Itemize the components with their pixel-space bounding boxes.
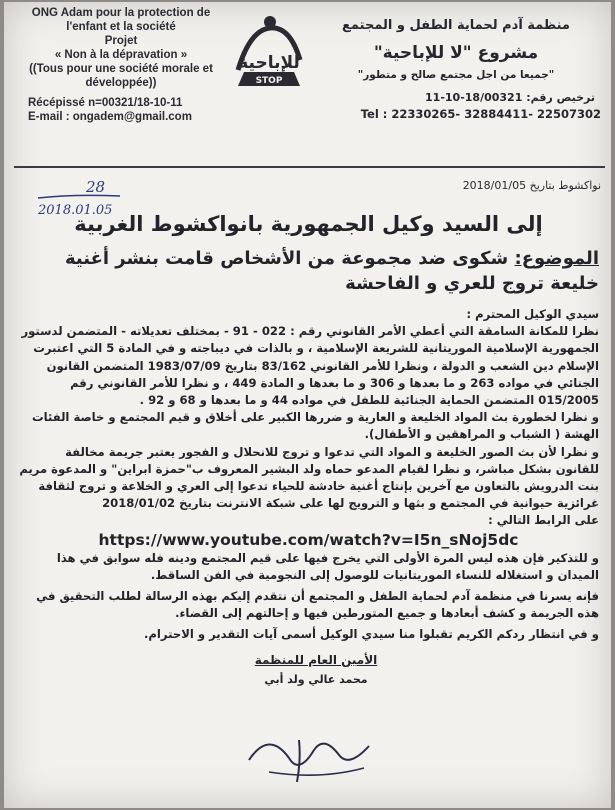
email-address: E-mail : ongadem@gmail.com bbox=[28, 111, 192, 123]
letter-text bbox=[18, 306, 599, 644]
license-line bbox=[311, 91, 601, 104]
signatory-title: الأمين العام للمنظمة bbox=[254, 653, 378, 667]
youtube-link[interactable]: https://www.youtube.com/watch?v=I5n_sNoj5dc bbox=[98, 530, 519, 549]
slogan-ar: "جميعا من اجل مجتمع صالح و متطور" bbox=[357, 69, 555, 81]
paragraph-complaint: و نظرا لأن بث الصور الخليعة و المواد التي تدعوا و تروج للانحلال و الفجور يعتبر جريمة مخالفة للقانون بشكل مباشر، و نظرا لقيام المدعو حماه ولد البشير المعروف ب"حمزة ابراين" و المدعوة مريم بنت الدرويش بالتعاون مع آخرين بإنتاج أغنية خادشة للحياء تدعوا إلى العري و الخلاعة و تروج لثقافة غرائزية حيوانية في المجتمع و بثها و الترويج لها على شبكة الانترنت بتاريخ 2018/01/02 bbox=[19, 444, 599, 511]
handwritten-signature bbox=[229, 720, 389, 790]
paragraph-reminder: و للتذكير فإن هذه ليس المرة الأولى التي يخرج فيها على قيم المجتمع ودينه فله سوابق في هذا الميدان و استغلاله للنساء الموريتانيات للوصول إلى النجومية في الفن الساقط. bbox=[56, 550, 599, 582]
receipt-number: Récépissé n=00321/18-10-11 bbox=[28, 97, 183, 109]
subject-line bbox=[18, 246, 599, 296]
salutation: سيدي الوكيل المحترم : bbox=[466, 307, 599, 321]
signature-block bbox=[236, 653, 396, 686]
svg-text:28: 28 bbox=[86, 178, 106, 196]
letter-body bbox=[18, 212, 599, 644]
projet-name: « Non à la dépravation » bbox=[54, 49, 188, 61]
license-label: ترخيص رقم: bbox=[526, 91, 595, 104]
org-name-fr-line1: ONG Adam pour la protection de bbox=[31, 7, 211, 19]
organization-logo bbox=[230, 10, 308, 94]
projet-label: Projet bbox=[104, 35, 138, 47]
org-name-fr-line2: l'enfant et la société bbox=[66, 21, 176, 33]
license-number: 11-10-18/00321 bbox=[425, 91, 523, 104]
paragraph-request: فإنه يسرنا في منظمة آدم لحماية الطفل و المجتمع أن نتقدم إليكم بهذه الرسالة لطلب التحقيق في هذه الجريمة و كشف أبعادها و جميع المتورطين فيها و إحالتهم إلى القضاء. bbox=[36, 589, 599, 621]
header-right-arabic bbox=[311, 18, 601, 121]
paragraph-danger: و نظرا لخطورة بث المواد الخليعة و العارية و ضررها الكبير على أخلاق و قيم المجتمع و خاصة الفئات الهشة ( الشباب و المراهقين و الأطفال). bbox=[32, 410, 599, 442]
header-divider bbox=[14, 166, 605, 168]
paragraph-legal-basis: نظرا للمكانة السامقة التي أعطي الأمر القانوني رقم : 022 - 91 - بمختلف تعديلاته - المتضمن لدستور الجمهورية الإسلامية الموريتانية للشريعة الإسلامية ، و بالذات في ديباجته و في المادة 5 التي اعتبرت الإسلام دين الشعب و الدولة ، ونظرا للأمر القانوني 83/162 بتاريخ 1983/07/09 المتضمن القانون الجنائي في مواده 263 و ما بعدها و 306 و ما بعدها و المادة 449 ، و نظرا للأمر القانوني رقم 015/2005 المتضمن الحماية الجنائية للطفل في مواده 44 و ما بعدها و 68 و 92 . bbox=[21, 324, 599, 408]
subject-label: الموضوع: bbox=[514, 248, 599, 269]
svg-text:STOP: STOP bbox=[255, 76, 283, 86]
org-name-ar: منظمة آدم لحماية الطفل و المجتمع bbox=[342, 18, 570, 33]
subject-text: شكوى ضد مجموعة من الأشخاص قامت بنشر أغنية خليعة تروج للعري و الفاحشة bbox=[64, 248, 599, 294]
phone-numbers: Tel : 22330265- 32884411- 22507302 bbox=[360, 107, 601, 121]
closing-line: و في انتظار ردكم الكريم تقبلوا منا سيدي الوكيل أسمى آيات التقدير و الاحترام. bbox=[144, 627, 599, 642]
svg-text:2018.01.05: 2018.01.05 bbox=[38, 203, 113, 218]
project-name-ar: مشروع "لا للإباحية" bbox=[373, 43, 539, 63]
letter-page bbox=[4, 2, 611, 808]
date-line: نواكشوط بتاريخ 2018/01/05 bbox=[462, 179, 601, 192]
header-left-french bbox=[10, 6, 232, 124]
addressee: إلى السيد وكيل الجمهورية بانواكشوط الغربية bbox=[74, 212, 543, 236]
motto-fr: ((Tous pour une société morale et développée)) bbox=[29, 63, 213, 89]
link-intro: على الرابط التالي : bbox=[488, 513, 599, 528]
signatory-name: محمد عالي ولد أبي bbox=[264, 673, 368, 686]
svg-text:للإباحية: للإباحية bbox=[238, 53, 300, 73]
